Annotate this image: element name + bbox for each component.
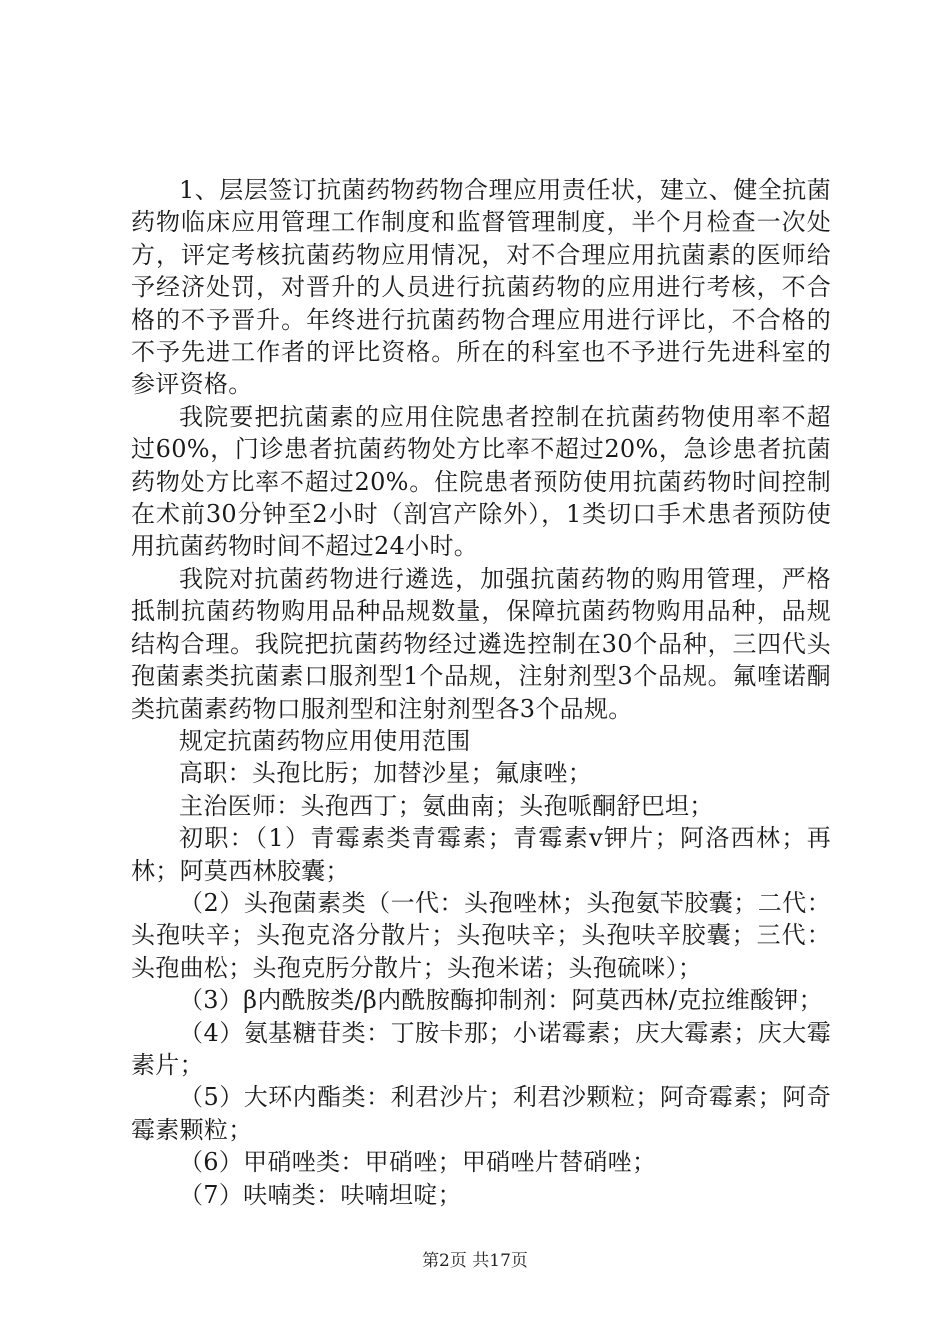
paragraph-furans: （7）呋喃类：呋喃坦啶； — [179, 1180, 462, 1209]
paragraph-junior-penicillin: 初职：（1）青霉素类青霉素；青霉素v钾片；阿洛西林；再林；阿莫西林胶囊； — [131, 824, 831, 885]
paragraph-responsibility: 1、层层签订抗菌药物药物合理应用责任状，建立、健全抗菌药物临床应用管理工作制度和监督管理制度，半个月检查一次处方，评定考核抗菌药物应用情况，对不合理应用抗菌素的医师给予经济处罚，对晋升的人员进行抗菌药物的应用进行考核，不合格的不予晋升。年终进行抗菌药物合理应用进行评比，不合格的不予先进工作者的评比资格。所在的科室也不予进行先进科室的参评资格。 — [131, 176, 831, 399]
paragraph-beta-lactam: （3）β内酰胺类/β内酰胺酶抑制剂：阿莫西林/克拉维酸钾； — [179, 986, 823, 1015]
paragraph-procurement: 我院对抗菌药物进行遴选，加强抗菌药物的购用管理，严格抵制抗菌药物购用品种品规数量，保障抗菌药物购用品种，品规结构合理。我院把抗菌药物经过遴选控制在30个品种，三四代头孢菌素类抗菌素口服剂型1个品规，注射剂型3个品规。氟喹诺酮类抗菌素药物口服剂型和注射剂型各3个品规。 — [131, 564, 831, 723]
paragraph-scope-heading: 规定抗菌药物应用使用范围 — [179, 726, 471, 755]
page-number-footer: 第2页 共17页 — [422, 1251, 528, 1271]
paragraph-metronidazole: （6）甲硝唑类：甲硝唑；甲硝唑片替硝唑； — [179, 1148, 657, 1177]
paragraph-macrolides: （5）大环内酯类：利君沙片；利君沙颗粒；阿奇霉素；阿奇霉素颗粒； — [131, 1083, 831, 1144]
paragraph-aminoglycosides: （4）氨基糖苷类：丁胺卡那；小诺霉素；庆大霉素；庆大霉素片； — [131, 1018, 831, 1079]
paragraph-senior: 高职：头孢比肟；加替沙星；氟康唑； — [179, 759, 593, 788]
paragraph-cephalosporins: （2）头孢菌素类（一代：头孢唑林；头孢氨苄胶囊；二代：头孢呋辛；头孢克洛分散片；头孢呋辛；头孢呋辛胶囊；三代：头孢曲松；头孢克肟分散片；头孢米诺；头孢硫咪）； — [131, 888, 831, 982]
paragraph-attending: 主治医师：头孢西丁；氨曲南；头孢哌酮舒巴坦； — [179, 791, 714, 820]
document-body — [131, 174, 831, 1211]
paragraph-usage-rates: 我院要把抗菌素的应用住院患者控制在抗菌药物使用率不超过60%，门诊患者抗菌药物处方比率不超过20%，急诊患者抗菌药物处方比率不超过20%。住院患者预防使用抗菌药物时间控制在术前30分钟至2小时（剖宫产除外），1类切口手术患者预防使用抗菌药物时间不超过24小时。 — [131, 402, 831, 561]
